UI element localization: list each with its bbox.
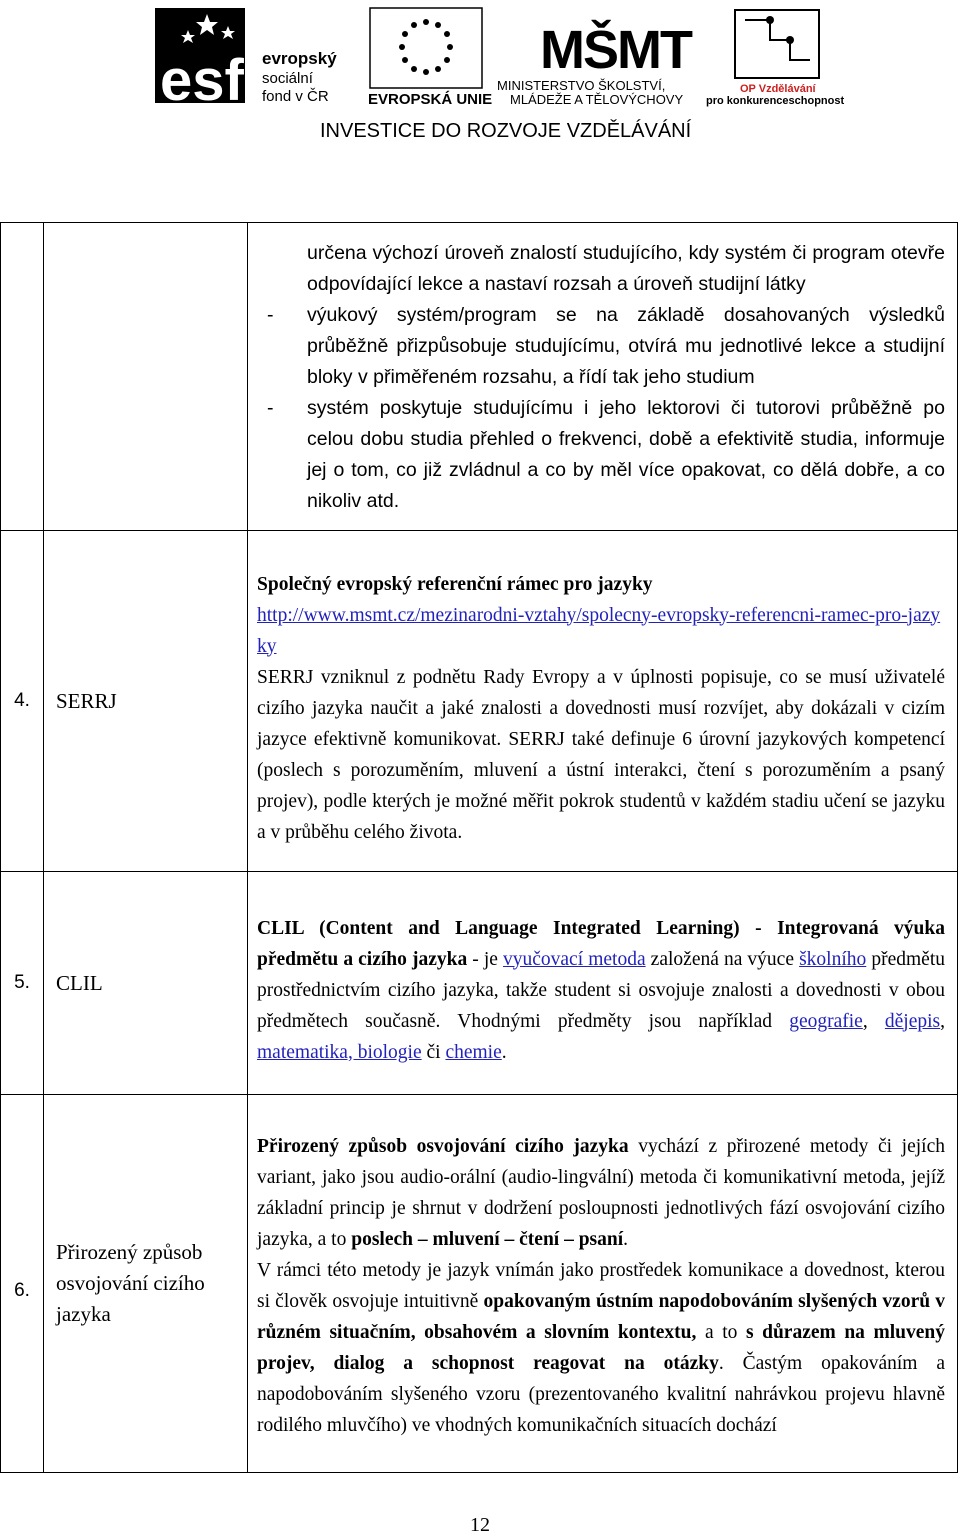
link-vyucovaci-metoda[interactable]: vyučovací metoda [503, 948, 646, 970]
reference-link[interactable]: http://www.msmt.cz/mezinarodni-vztahy/spolecny-evropsky-referencni-ramec-pro-jazyky [257, 604, 941, 657]
link-matematika-biologie[interactable]: matematika, biologie [257, 1041, 422, 1063]
section-body: CLIL (Content and Language Integrated Learning) - Integrovaná výuka předmětu a cizího jazyka - je vyučovací metoda založená na výuce školního předmětu prostřednictvím cizího jazyka, takže student si osvojuje znalosti a dovednosti v obou předmětech současně. Vhodnými předměty jsou například geografie, dějepis, matematika, biologie či chemie. [257, 917, 945, 1063]
link-dejepis[interactable]: dějepis [884, 1010, 941, 1032]
continuation-text: určena výchozí úroveň znalostí studujícího, kdy systém či program otevře odpovídající lekce a nastaví rozsah a úroveň studijní látky [307, 242, 945, 295]
row-term: CLIL [44, 872, 248, 1095]
row-content [248, 1095, 958, 1473]
section-title: Společný evropský referenční rámec pro jazyky [257, 573, 653, 595]
section-body: SERRJ vzniknul z podnětu Rady Evropy a v úplnosti popisuje, co se musí uživatelé cizího jazyka naučit a jaké znalosti a dovednosti musí rozvíjet, aby dokázali v cizím jazyce efektivně komunikovat. SERRJ také definuje 6 úrovní jazykových kompetencí (poslech s porozuměním, mluvení a ústní interakci, čtení s porozuměním a psaný projev), podle kterých je možné měřit pokrok studentů v každém stadiu učení se jazyku a v průběhu celého života. [257, 666, 945, 843]
link-skolniho[interactable]: školního [799, 948, 867, 970]
table-row [1, 531, 958, 872]
row-number: 5. [1, 872, 44, 1095]
tagline: INVESTICE DO ROZVOJE VZDĚLÁVÁNÍ [320, 120, 692, 142]
row-number [1, 223, 44, 531]
glossary-table [0, 222, 958, 1473]
msmt-line-2: MLÁDEŽE A TĚLOVÝCHOVY [510, 92, 684, 107]
msmt-logo [497, 19, 693, 107]
row-content [248, 531, 958, 872]
list-item-text: výukový systém/program se na základě dosahovaných výsledků průběžně přizpůsobuje studujícímu, otvírá mu jednotlivé lekce a studijní bloky v přiměřeném rozsahu, a řídí tak jeho studium [307, 304, 945, 388]
dash-bullet: - [267, 397, 274, 419]
eu-logo [368, 8, 492, 108]
link-geografie[interactable]: geografie [789, 1010, 863, 1032]
table-row [1, 872, 958, 1095]
list-item-text: systém poskytuje studujícímu i jeho lektorovi či tutorovi průběžně po celou dobu studia přehled o frekvenci, době a efektivitě studia, informuje jej o tom, co již zvládnul a co by měl více opakovat, co dělá dobře, a co nikoliv atd. [307, 397, 945, 512]
row-content [248, 223, 958, 531]
table-row [1, 223, 958, 531]
dash-bullet: - [267, 304, 274, 326]
eu-caption: EVROPSKÁ UNIE [368, 91, 493, 108]
op-line-1: OP Vzdělávání [740, 83, 816, 95]
row-term: SERRJ [44, 531, 248, 872]
logo-header [0, 0, 960, 200]
row-term: Přirozený způsob osvojování cizího jazyka [44, 1095, 248, 1473]
esf-line-1: evropský [262, 49, 337, 68]
row-number: 6. [1, 1095, 44, 1473]
row-content [248, 872, 958, 1095]
op-logo [706, 10, 844, 107]
paragraph: V rámci této metody je jazyk vnímán jako prostředek komunikace a dovednost, kterou si člověk osvojuje intuitivně opakovaným ústním napodobováním slyšených vzorů v různém situačním, obsahovém a slovním kontextu, a to s důrazem na mluvený projev, dialog a schopnost reagovat na otázky. Častým opakováním a napodobováním slyšeného vzoru (prezentovaného kvalitní nahrávkou projevu hlavně rodilého mluvčího) ve vhodných komunikačních situacích dochází [257, 1259, 945, 1436]
esf-logo [155, 8, 337, 113]
link-chemie[interactable]: chemie [445, 1041, 502, 1063]
esf-mark: esf [160, 48, 244, 113]
table-row [1, 1095, 958, 1473]
esf-line-2: sociální [262, 70, 313, 87]
msmt-line-1: MINISTERSTVO ŠKOLSTVÍ, [497, 78, 666, 93]
row-number: 4. [1, 531, 44, 872]
msmt-mark: MŠMT [540, 20, 691, 80]
row-term [44, 223, 248, 531]
page-number: 12 [470, 1514, 490, 1536]
list-item [257, 393, 945, 517]
list-item [257, 300, 945, 393]
op-line-2: pro konkurenceschopnost [706, 95, 845, 107]
paragraph: Přirozený způsob osvojování cizího jazyka vychází z přirozené metody či jejích variant, jako jsou audio-orální (audio-lingvální) metoda či komunikativní metoda, jejíž základní princip je shrnut v dodržení posloupnosti jednotlivých fází osvojování cizího jazyka, a to poslech – mluvení – čtení – psaní. [257, 1135, 945, 1250]
esf-line-3: fond v ČR [262, 88, 329, 105]
